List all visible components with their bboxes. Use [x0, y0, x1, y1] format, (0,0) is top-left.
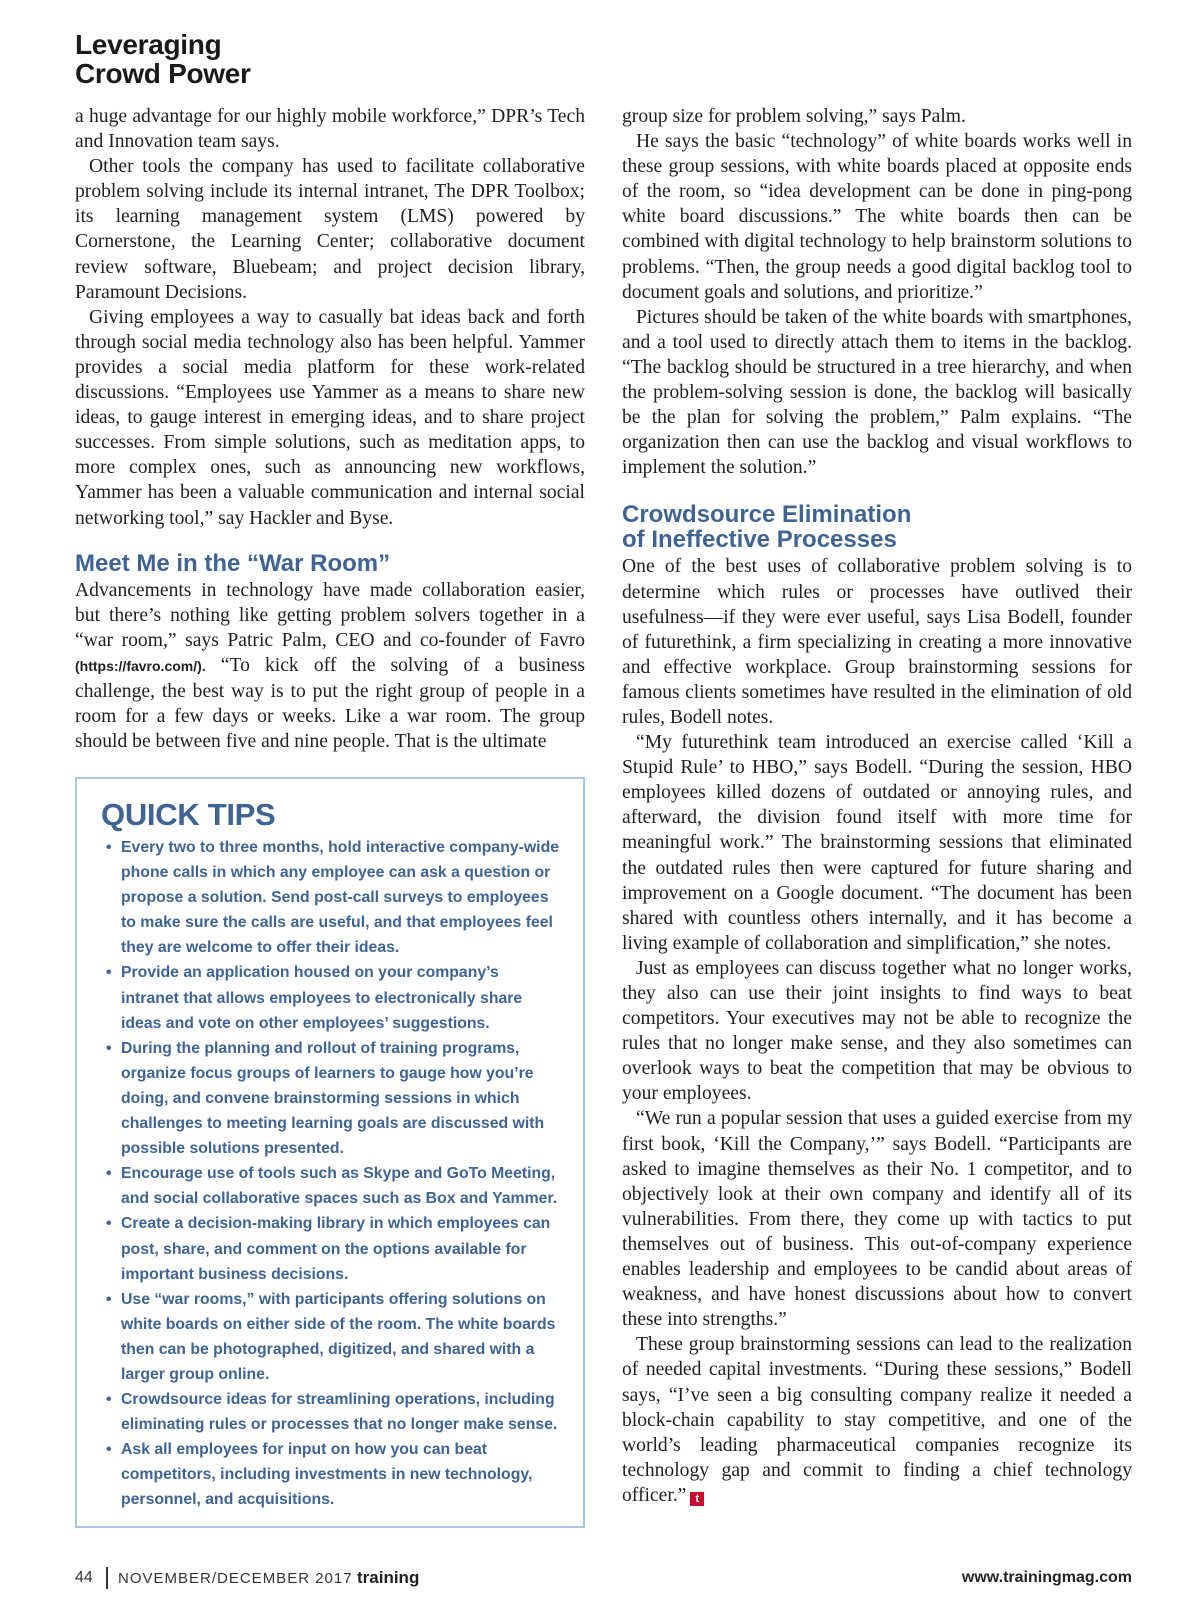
quick-tip-item — [101, 1387, 561, 1437]
quick-tips-title: QUICK TIPS — [101, 797, 276, 832]
bullet-icon: • — [106, 1165, 112, 1183]
paragraph-text: Advancements in technology have made collaboration easier, but there’s nothing like getting problem solvers together in a “war room,” says Patric Palm, CEO and co-founder of Favro — [75, 579, 585, 651]
section-heading-crowdsource — [622, 502, 1132, 552]
quick-tip-item — [101, 835, 561, 960]
quick-tip-text: Create a decision-making library in which employees can post, share, and comment on the options available for important business decisions. — [121, 1215, 551, 1283]
bullet-icon: • — [106, 964, 112, 982]
section-heading-war-room: Meet Me in the “War Room” — [75, 549, 391, 577]
paragraph: Giving employees a way to casually bat ideas back and forth through social media technology also has been helpful. Yammer provides a social media platform for these work-related discussions. “Employees use Yammer as a means to share new ideas, to gauge interest in emerging ideas, and to share project successes. From simple solutions, such as meditation apps, to more complex ones, such as announcing new workflows, Yammer has been a valuable communication and internal social networking tool,” say Hackler and Byse. — [75, 306, 585, 529]
running-title-line2: Crowd Power — [75, 58, 251, 89]
bullet-icon: • — [106, 1290, 112, 1308]
paragraph-text: “To kick off the solving of a business challenge, the best way is to put the right group of people in a room for a few days or weeks. Like a war room. The group should be between five and nine people. That is the ultimate — [75, 654, 585, 753]
footer-divider — [106, 1567, 108, 1589]
magazine-brand: training — [357, 1568, 420, 1587]
quick-tip-item — [101, 1036, 561, 1161]
paragraph: Other tools the company has used to facilitate collaborative problem solving include its internal intranet, The DPR Toolbox; its learning management system (LMS) powered by Cornerstone, the Learning Center; collaborative document review software, Bluebeam; and project decision library, Paramount Decisions. — [75, 156, 585, 303]
website-link[interactable]: www.trainingmag.com — [961, 1569, 1132, 1586]
quick-tip-text: Use “war rooms,” with participants offering solutions on white boards on either side of the room. The white boards then can be photographed, digitized, and shared with a larger group online. — [121, 1290, 556, 1383]
quick-tip-text: Crowdsource ideas for streamlining operations, including eliminating rules or processes that no longer make sense. — [121, 1391, 558, 1434]
running-title-line1: Leveraging — [75, 29, 222, 60]
bullet-icon: • — [106, 1391, 112, 1409]
right-column — [622, 104, 1132, 1508]
favro-link[interactable]: (https://favro.com/). — [75, 657, 206, 674]
paragraph: Pictures should be taken of the white boards with smartphones, and a tool used to directly attach them to items in the backlog. “The backlog should be structured in a tree hierarchy, and when the problem-solving session is done, the backlog will basically be the plan for solving the problem,” Palm explains. “The organization then can use the backlog and visual workflows to implement the solution.” — [622, 306, 1132, 479]
running-title — [75, 30, 251, 88]
page-number: 44 — [75, 1569, 93, 1586]
paragraph: a huge advantage for our highly mobile workforce,” DPR’s Tech and Innovation team says. — [75, 106, 585, 153]
left-column — [75, 104, 585, 754]
paragraph: Just as employees can discuss together what no longer works, they also can use their joint insights to find ways to beat competitors. Your executives may not be able to recognize the rules that no longer make sense, and they also sometimes can overlook ways to beat the competition that may be obvious to your employees. — [622, 957, 1132, 1105]
quick-tip-item — [101, 1161, 561, 1211]
page-footer — [75, 1567, 1132, 1591]
paragraph — [622, 1332, 1132, 1508]
heading-line: of Ineffective Processes — [622, 526, 897, 554]
paragraph: He says the basic “technology” of white boards works well in these group sessions, with white boards placed at opposite ends of the room, so “idea development can be done in ping-pong white board discussions.” The white boards then can be combined with digital technology to help brainstorm solutions to problems. “Then, the group needs a good digital backlog tool to document goals and solutions, and prioritize.” — [622, 131, 1132, 303]
bullet-icon: • — [106, 1441, 112, 1459]
paragraph: group size for problem solving,” says Palm. — [622, 106, 966, 127]
paragraph: “My futurethink team introduced an exercise called ‘Kill a Stupid Rule’ to HBO,” says Bodell. “During the session, HBO employees killed dozens of outdated or annoying rules, and afterward, the division found itself with more time for meaningful work.” The brainstorming sessions that eliminated the outdated rules then were captured for future sharing and improvement on a Google document. “The document has been shared with countless others internally, and it has become a living example of collaboration and simplification,” she notes. — [622, 732, 1132, 954]
paragraph: “We run a popular session that uses a guided exercise from my first book, ‘Kill the Company,’” says Bodell. “Participants are asked to imagine themselves as their No. 1 competitor, and to objectively look at their own company and identify all of its vulnerabilities. From there, they come up with tactics to put themselves out of business. This out-of-company experience enables leadership and employees to be candid about areas of weakness, and have honest discussions about how to convert these into strengths.” — [622, 1108, 1132, 1331]
quick-tip-item — [101, 960, 561, 1035]
bullet-icon: • — [106, 1039, 112, 1057]
paragraph: One of the best uses of collaborative problem solving is to determine which rules or processes have outlived their usefulness—if they were ever useful, says Lisa Bodell, founder of futurethink, a firm specializing in creating a more innovative and effective workplace. Group brainstorming sessions for famous clients sometimes have resulted in the elimination of old rules, Bodell notes. — [622, 556, 1132, 728]
end-mark-icon: t — [690, 1492, 704, 1506]
quick-tip-item — [101, 1437, 561, 1512]
bullet-icon: • — [106, 1215, 112, 1233]
quick-tip-text: During the planning and rollout of training programs, organize focus groups of learners to gauge how you’re doing, and convene brainstorming sessions in which challenges to meeting learning goals are discussed with possible solutions presented. — [121, 1039, 545, 1158]
quick-tips-list — [101, 835, 561, 1513]
bullet-icon: • — [106, 839, 112, 856]
paragraph-text: These group brainstorming sessions can lead to the realization of needed capital investments. “During these sessions,” Bodell says, “I’ve seen a big consulting company realize it needed a block-chain capability to stay competitive, and one of the world’s leading pharmaceutical companies recognize its technology gap and commit to finding a chief technology officer.” — [622, 1334, 1132, 1506]
paragraph — [75, 578, 585, 755]
quick-tips-box — [75, 777, 585, 1528]
quick-tip-text: Encourage use of tools such as Skype and GoTo Meeting, and social collaborative spaces such as Box and Yammer. — [121, 1165, 558, 1208]
quick-tip-text: Provide an application housed on your company’s intranet that allows employees to electronically share ideas and vote on other employees’ suggestions. — [121, 964, 523, 1032]
issue-date: NOVEMBER/DECEMBER 2017 — [118, 1570, 353, 1587]
quick-tip-item — [101, 1211, 561, 1286]
quick-tip-item — [101, 1287, 561, 1387]
heading-line: Crowdsource Elimination — [622, 501, 912, 529]
quick-tip-text: Every two to three months, hold interactive company-wide phone calls in which any employee can ask a question or propose a solution. Send post-call surveys to employees to make sure the calls are useful, and that employees feel they are welcome to offer their ideas. — [121, 839, 560, 957]
quick-tip-text: Ask all employees for input on how you can beat competitors, including investments in new technology, personnel, and acquisitions. — [121, 1441, 533, 1509]
